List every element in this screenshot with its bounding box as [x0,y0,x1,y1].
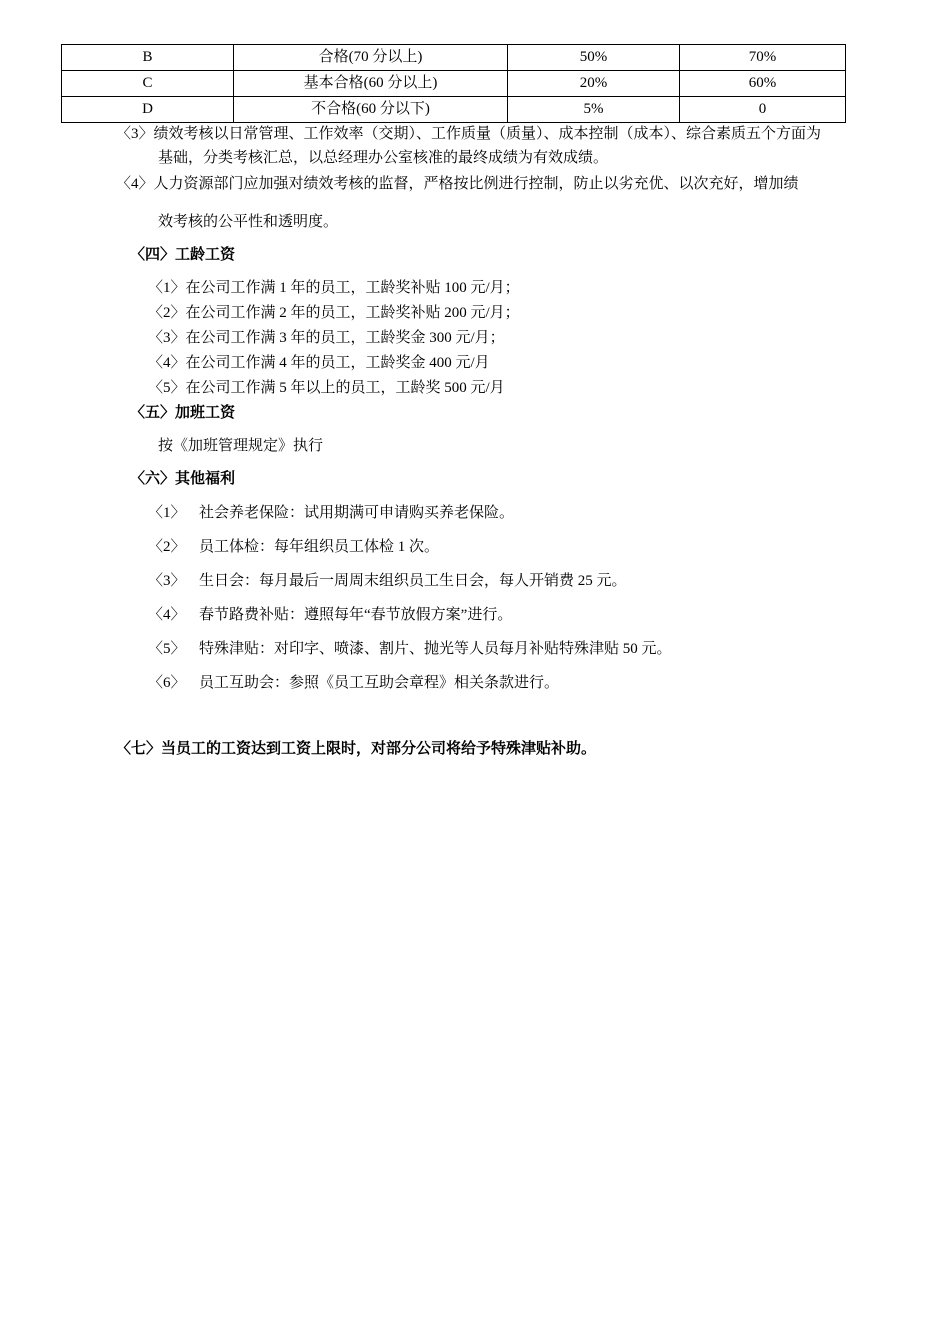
overtime-text: 按《加班管理规定》执行 [158,438,324,454]
benefit-item-number: 〈3〉 [148,573,186,589]
benefits-heading: 〈六〉其他福利 [130,471,236,487]
ratio-cell: 5% [508,97,680,123]
seniority-item: 〈5〉在公司工作满 5 年以上的员工，工龄奖 500 元/月 [148,380,505,396]
ratio-cell: 60% [680,71,846,97]
seniority-item: 〈3〉在公司工作满 3 年的员工，工龄奖金 300 元/月； [148,330,505,346]
table-row [62,71,846,97]
seniority-item: 〈2〉在公司工作满 2 年的员工，工龄奖补贴 200 元/月； [148,305,520,321]
grade-cell: C [62,71,234,97]
performance-item-4-line-2: 效考核的公平性和透明度。 [158,214,339,230]
benefit-item-text: 生日会：每月最后一周周末组织员工生日会，每人开销费 25 元。 [199,573,627,589]
section-7-text: 〈七〉当员工的工资达到工资上限时，对部分公司将给予特殊津贴补助。 [116,741,597,757]
performance-item-4-line-1: 〈4〉人力资源部门应加强对绩效考核的监督，严格按比例进行控制，防止以劣充优、以次充好，增加绩 [116,176,799,192]
ratio-cell: 20% [508,71,680,97]
benefit-item-text: 社会养老保险：试用期满可申请购买养老保险。 [199,505,515,521]
ratio-cell: 0 [680,97,846,123]
benefit-item-text: 特殊津贴：对印字、喷漆、割片、抛光等人员每月补贴特殊津贴 50 元。 [199,641,672,657]
performance-item-3-line-2: 基础，分类考核汇总，以总经理办公室核准的最终成绩为有效成绩。 [158,150,609,166]
grade-desc-cell: 不合格(60 分以下) [234,97,508,123]
benefit-item-text: 员工互助会：参照《员工互助会章程》相关条款进行。 [199,675,560,691]
benefit-item-text: 员工体检：每年组织员工体检 1 次。 [199,539,440,555]
seniority-item: 〈4〉在公司工作满 4 年的员工，工龄奖金 400 元/月 [148,355,490,371]
benefit-item-number: 〈5〉 [148,641,186,657]
benefit-item-number: 〈2〉 [148,539,186,555]
benefit-item-number: 〈6〉 [148,675,186,691]
seniority-item: 〈1〉在公司工作满 1 年的员工，工龄奖补贴 100 元/月； [148,280,520,296]
ratio-cell: 50% [508,45,680,71]
overtime-heading: 〈五〉加班工资 [130,405,236,421]
benefit-item-text: 春节路费补贴：遵照每年“春节放假方案”进行。 [199,607,513,623]
table-row [62,97,846,123]
benefit-item-number: 〈4〉 [148,607,186,623]
benefit-item-number: 〈1〉 [148,505,186,521]
grade-cell: D [62,97,234,123]
ratio-cell: 70% [680,45,846,71]
grade-desc-cell: 合格(70 分以上) [234,45,508,71]
grade-cell: B [62,45,234,71]
table-row [62,45,846,71]
seniority-heading: 〈四〉工龄工资 [130,247,236,263]
performance-item-3-line-1: 〈3〉绩效考核以日常管理、工作效率（交期）、工作质量（质量）、成本控制（成本）、综合素质五个方面为 [116,126,822,142]
grade-desc-cell: 基本合格(60 分以上) [234,71,508,97]
grade-ratio-table [61,44,846,123]
